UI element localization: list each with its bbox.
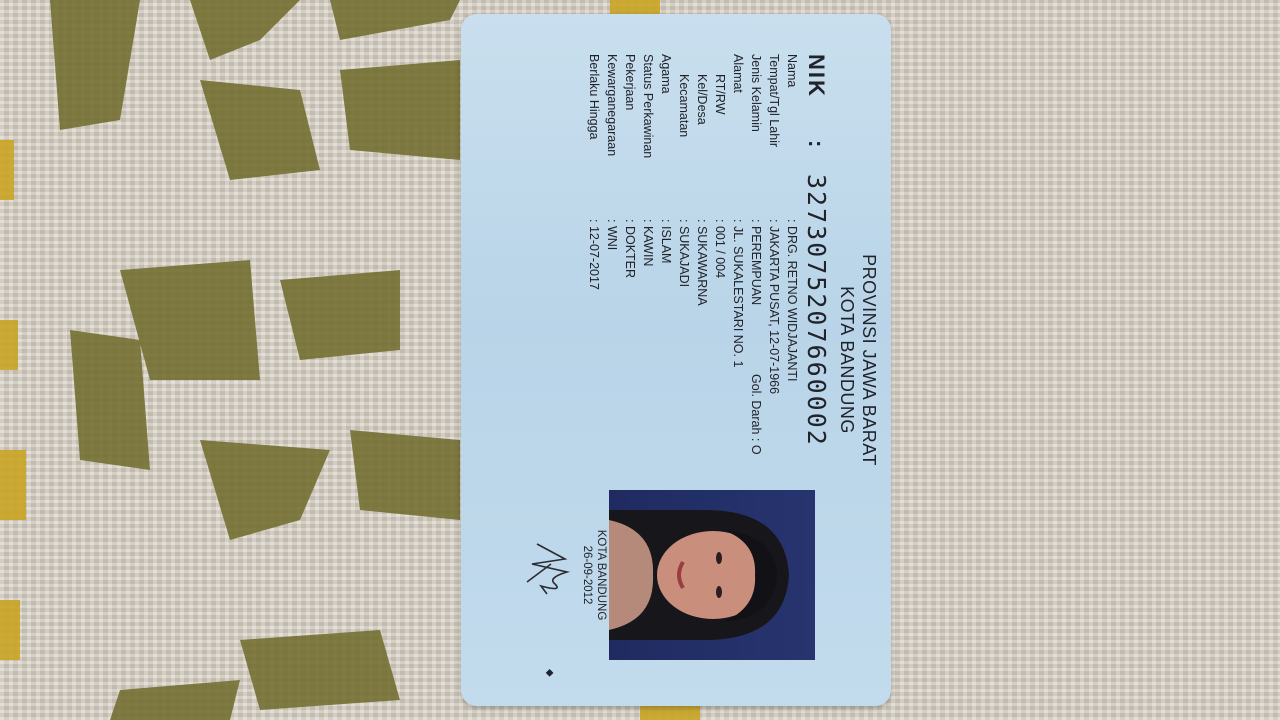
hologram-mark-icon: ◆ — [544, 669, 555, 677]
identity-card — [461, 14, 891, 706]
nik-separator: : — [804, 140, 829, 150]
blood-type: Gol. Darah : O — [749, 374, 763, 455]
issue-city: KOTA BANDUNG — [595, 529, 607, 621]
field-value: : SUKAJADI — [677, 219, 691, 288]
field-label: Kel/Desa — [695, 74, 709, 125]
portrait-illustration — [609, 490, 815, 660]
field-label: Pekerjaan — [623, 54, 637, 111]
field-value: : PEREMPUAN — [749, 219, 763, 306]
field-label: Alamat — [731, 54, 745, 93]
field-value: : JAKARTA PUSAT, 12-07-1966 — [767, 219, 781, 395]
nik-label: NIK — [804, 54, 829, 98]
identity-card-content — [461, 14, 891, 706]
field-label: Jenis Kelamin — [749, 54, 763, 132]
field-value: : 12-07-2017 — [587, 219, 601, 290]
field-value: : SUKAWARNA — [695, 219, 709, 306]
field-value: : KAWIN — [641, 219, 655, 267]
field-label: Tempat/Tgl Lahir — [767, 54, 781, 148]
field-label: RT/RW — [713, 74, 727, 115]
field-value: : DRG. RETNO WIDJAJANTI — [785, 219, 799, 382]
field-label: Berlaku Hingga — [587, 54, 601, 140]
field-value: : DOKTER — [623, 219, 637, 279]
portrait-photo — [609, 490, 815, 660]
field-label: Kecamatan — [677, 74, 691, 138]
field-label: Status Perkawinan — [641, 54, 655, 159]
issue-date: 26-09-2012 — [581, 545, 593, 605]
field-value: : 001 / 004 — [713, 219, 727, 279]
field-label: Nama — [785, 54, 799, 88]
city-header: KOTA BANDUNG — [837, 286, 857, 434]
field-value: : JL. SUKALESTARI NO. 1 — [731, 219, 745, 368]
field-label: Agama — [659, 54, 673, 94]
nik-value: 3273075207660002 — [802, 174, 831, 447]
signature — [517, 534, 577, 614]
field-value: : WNI — [605, 219, 619, 251]
field-value: : ISLAM — [659, 219, 673, 264]
field-label: Kewarganegaraan — [605, 54, 619, 157]
province-header: PROVINSI JAWA BARAT — [859, 254, 879, 466]
